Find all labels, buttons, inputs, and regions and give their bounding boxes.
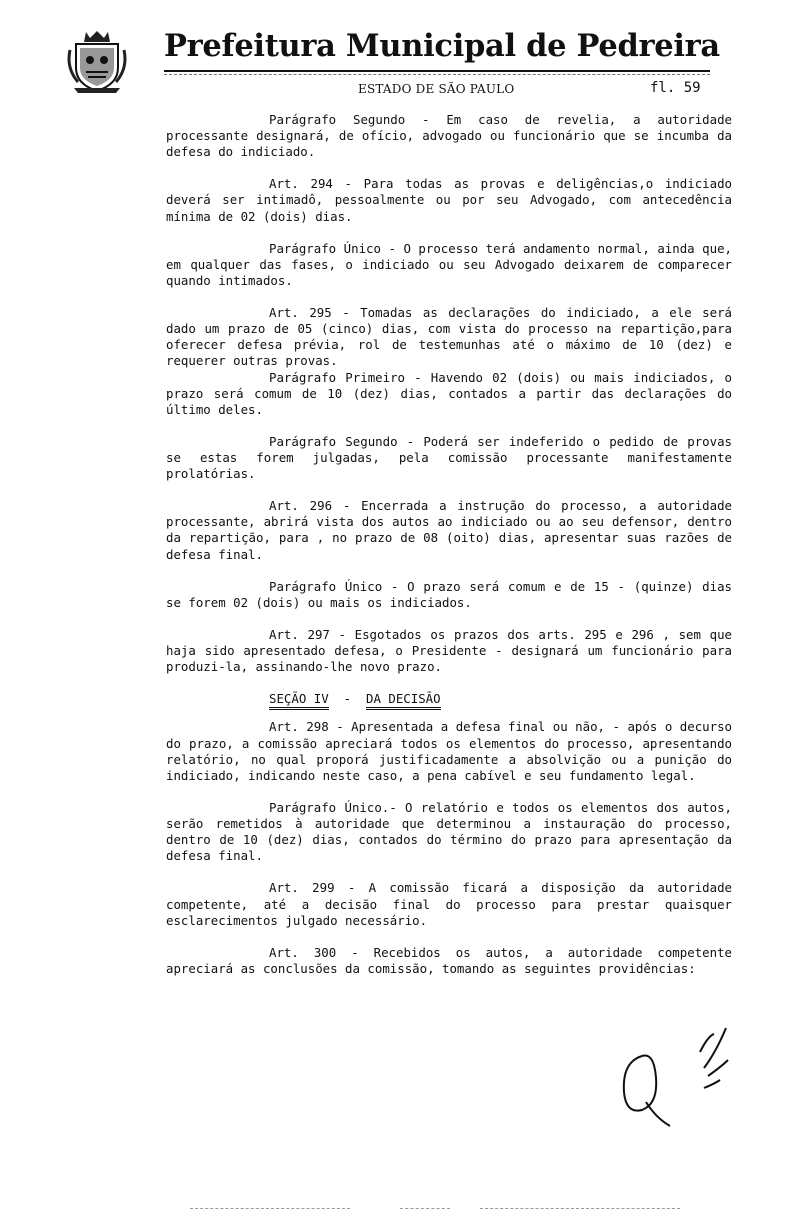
paragraph: Art. 294 - Para todas as provas e deligências,o indiciado deverá ser intimadô, pessoalmente ou por seu Advogado, com antecedência mínima de 02 (dois) dias. (166, 176, 732, 224)
paragraph: Art. 296 - Encerrada a instrução do processo, a autoridade processante, abrirá vista dos autos ao indiciado ou ao seu defensor, dentro da repartição, para , no prazo de 08 (oito) dias, apresentar suas razões de defesa final. (166, 498, 732, 562)
state-name: ESTADO DE SÃO PAULO (358, 82, 515, 96)
paragraph: Parágrafo Único - O processo terá andamento normal, ainda que, em qualquer das fases, o indiciado ou seu Advogado deixarem de comparecer quando intimados. (166, 240, 732, 288)
section-number: SEÇÃO IV (269, 691, 329, 710)
municipal-seal-emblem (66, 28, 128, 94)
paragraph: Parágrafo Único.- O relatório e todos os elementos dos autos, serão remetidos à autoridade que determinou a instauração do processo, dentro de 10 (dez) dias, contados do término do prazo para apresentação da defesa final. (166, 799, 732, 864)
document-body (166, 112, 732, 993)
footer-rule (400, 1208, 450, 1209)
footer-rule (480, 1208, 680, 1209)
municipality-title: Prefeitura Municipal de Pedreira (164, 28, 720, 64)
paragraph: Parágrafo Segundo - Em caso de revelia, a autoridade processante designará, de ofício, advogado ou funcionário que se incumba da defesa do indiciado. (166, 112, 732, 160)
footer-rule (190, 1208, 350, 1209)
paragraph: Art. 300 - Recebidos os autos, a autoridade competente apreciará as conclusões da comissão, tomando as seguintes providências: (166, 944, 732, 976)
section-heading (166, 691, 732, 707)
paragraph: Art. 295 - Tomadas as declarações do indiciado, a ele será dado um prazo de 05 (cinco) dias, com vista do processo na repartição,para oferecer defesa prévia, rol de testemunhas até o máximo de 10 (dez) e requerer outras provas. (166, 305, 732, 369)
header-rule (164, 70, 710, 72)
section-title: DA DECISÃO (366, 691, 441, 710)
paragraph: Parágrafo Primeiro - Havendo 02 (dois) ou mais indiciados, o prazo será comum de 10 (dez) dias, contados a partir das declarações do último deles. (166, 369, 732, 417)
handwritten-initials-signature (612, 1022, 742, 1132)
folio-number: fl. 59 (650, 80, 701, 96)
section-dash: - (343, 691, 352, 707)
paragraph: Art. 298 - Apresentada a defesa final ou não, - após o decurso do prazo, a comissão apreciará todos os elementos do processo, apresentando relatório, no qual proporá justificadamente a absolvição ou a punição do indiciado, indicando neste caso, a pena cabível e seu fundamento legal. (166, 719, 732, 783)
paragraph: Parágrafo Único - O prazo será comum e de 15 - (quinze) dias se forem 02 (dois) ou mais os indiciados. (166, 578, 732, 610)
header-rule-dashed (164, 74, 710, 75)
paragraph: Parágrafo Segundo - Poderá ser indeferido o pedido de provas se estas forem julgadas, pela comissão processante manifestamente prolatórias. (166, 433, 732, 482)
paragraph: Art. 297 - Esgotados os prazos dos arts. 295 e 296 , sem que haja sido apresentado defesa, o Presidente - designará um funcionário para produzi-la, assinando-lhe novo prazo. (166, 627, 732, 675)
paragraph: Art. 299 - A comissão ficará a disposição da autoridade competente, até a decisão final do processo para prestar quaisquer esclarecimentos julgado necessário. (166, 880, 732, 928)
